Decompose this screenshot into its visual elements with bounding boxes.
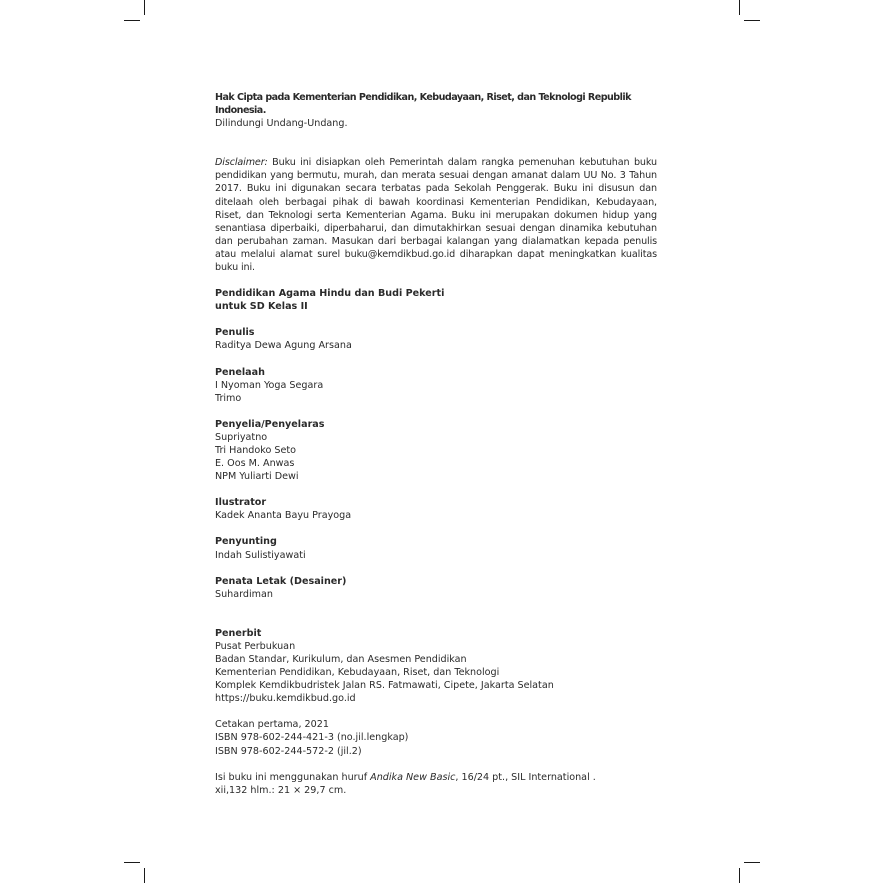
disclaimer-label: Disclaimer: [215,157,268,169]
penelaah-name: Trimo [215,392,242,404]
publisher-line: Kementerian Pendidikan, Kebudayaan, Riset, dan Teknologi [215,667,500,679]
penyunting-label: Penyunting [215,536,277,548]
penyelia-label: Penyelia/Penyelaras [215,418,325,430]
copyright-title: Hak Cipta pada Kementerian Pendidikan, Kebudayaan, Riset, dan Teknologi Republik Indonesia. [215,92,631,117]
crop-mark-top-right-h [744,20,760,21]
penata-label: Penata Letak (Desainer) [215,575,347,587]
font-info-suffix: , 16/24 pt., SIL International . [455,771,596,783]
book-title-line2: untuk SD Kelas II [215,301,308,313]
crop-mark-top-left-h [124,20,140,21]
illustrator-name: Kadek Ananta Bayu Prayoga [215,510,352,522]
copyright-subtitle: Dilindungi Undang-Undang. [215,118,348,130]
publisher-url[interactable]: https://buku.kemdikbud.go.id [215,693,356,705]
disclaimer-text: Buku ini disiapkan oleh Pemerintah dalam rangka pemenuhan kebutuhan buku pendidikan yang bermutu, murah, dan merata sesuai dengan amanat dalam UU No. 3 Tahun 2017. Buku ini digunakan secara terbatas pada Sekolah Penggerak. Buku ini disusun dan ditelaah oleh berbagai pihak di bawah koordinasi Kementerian Pendidikan, Kebudayaan, Riset, dan Teknologi serta Kementerian Agama. Buku ini merupakan dokumen hidup yang senantiasa diperbaiki, diperbaharui, dan dimutakhirkan sesuai dengan dinamika kebutuhan dan perubahan zaman. Masukan dari berbagai kalangan yang dialamatkan kepada penulis atau melalui alamat surel buku@kemdikbud.go.id diharapkan dapat meningkatkan kualitas buku ini. [215,157,657,274]
crop-mark-bottom-right-v [739,868,740,883]
crop-mark-bottom-right-h [744,862,760,863]
font-info-prefix: Isi buku ini menggunakan huruf [215,771,371,783]
publisher-line: Pusat Perbukuan [215,640,296,652]
penelaah-name: I Nyoman Yoga Segara [215,379,324,391]
publisher-line: Badan Standar, Kurikulum, dan Asesmen Pendidikan [215,654,467,665]
crop-mark-top-left-v [144,0,145,15]
printing-edition: Cetakan pertama, 2021 [215,719,329,731]
crop-mark-top-right-v [739,0,740,15]
penyelia-name: NPM Yuliarti Dewi [215,471,299,483]
isbn-volume: ISBN 978-602-244-572-2 (jil.2) [215,745,362,757]
penyunting-name: Indah Sulistiyawati [215,549,306,561]
illustrator-label: Ilustrator [215,497,267,509]
crop-mark-bottom-left-h [124,862,140,863]
penata-name: Suhardiman [215,588,273,600]
book-title-line1: Pendidikan Agama Hindu dan Budi Pekerti [215,288,445,300]
font-info [215,771,657,784]
penulis-label: Penulis [215,327,255,339]
penelaah-label: Penelaah [215,366,265,378]
penulis-name: Raditya Dewa Agung Arsana [215,340,352,352]
publisher-line: Komplek Kemdikbudristek Jalan RS. Fatmawati, Cipete, Jakarta Selatan [215,680,554,692]
isbn-complete: ISBN 978-602-244-421-3 (no.jil.lengkap) [215,732,409,744]
page-count: xii,132 hlm.: 21 × 29,7 cm. [215,784,347,796]
font-name: Andika New Basic [370,771,456,783]
disclaimer [215,156,657,274]
penyelia-name: Tri Handoko Seto [215,444,296,456]
publisher-label: Penerbit [215,627,262,639]
imprint-page [215,91,657,797]
penyelia-name: E. Oos M. Anwas [215,458,295,470]
crop-mark-bottom-left-v [144,868,145,883]
penyelia-name: Supriyatno [215,431,268,443]
